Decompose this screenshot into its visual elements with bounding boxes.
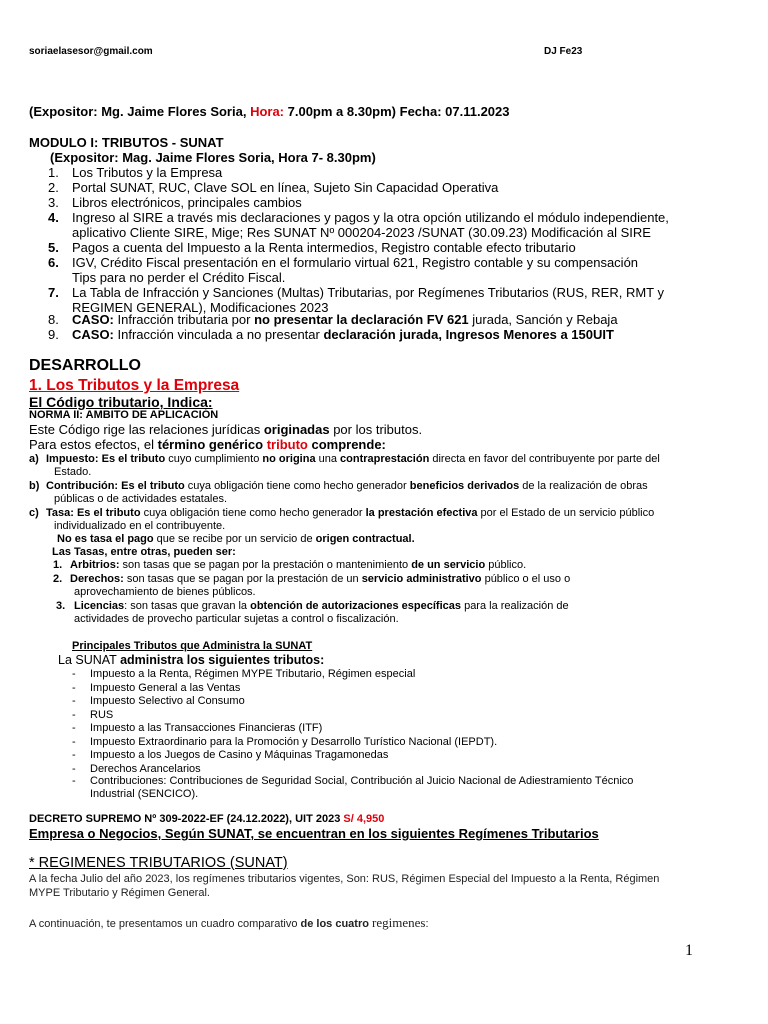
modulo-item-text: La Tabla de Infracción y Sanciones (Multas) Tributarias, por Regímenes Tributarios (RUS, RER, RMT y (72, 285, 664, 300)
tributo-item-dash: - (72, 668, 76, 680)
regimenes-p1-line2: MYPE Tributario y Régimen General. (29, 887, 210, 899)
modulo-item-text: Ingreso al SIRE a través mis declaraciones y pagos y la otra opción utilizando el módulo independiente, (72, 210, 669, 225)
modulo-item-text: Pagos a cuenta del Impuesto a la Renta intermedios, Registro contable efecto tributario (72, 240, 576, 255)
item-c-line2: individualizado en el contribuyente. (54, 520, 226, 532)
modulo-item-number: 2. (48, 180, 59, 195)
tributo-item-dash: - (72, 708, 76, 721)
item-c-text: Tasa: Es el tributo cuya obligación tiene como hecho generador la prestación efectiva por el Estado de un servicio público (46, 507, 655, 519)
regimenes-p1-line1: A la fecha Julio del año 2023, los regímenes tributarios vigentes, Son: RUS, Régimen Especial del Impuesto a la Renta, Régimen (29, 873, 660, 885)
header-email: soriaelasesor@gmail.com (29, 46, 153, 57)
tributo-item-dash: - (72, 681, 76, 694)
tributo-contribuciones-line2: Industrial (SENCICO). (90, 788, 199, 800)
tributo-item-dash: - (72, 775, 76, 787)
item-b-label: b) (29, 480, 40, 492)
item-a-text: Impuesto: Es el tributo cuyo cumplimiento no origina una contraprestación directa en favor del contribuyente por parte del (46, 453, 660, 465)
modulo-item-text: Tips para no perder el Crédito Fiscal. (72, 270, 286, 285)
expositor-text: (Expositor: Mg. Jaime Flores Soria, (29, 104, 251, 119)
regimenes-p2: A continuación, te presentamos un cuadro comparativo de los cuatro regimenes: (29, 915, 429, 930)
modulo-item-number: 4. (48, 210, 59, 225)
tributo-item: Impuesto a las Transacciones Financieras (ITF) (90, 722, 323, 734)
principales-title: Principales Tributos que Administra la SUNAT (72, 640, 313, 652)
tributo-item: Impuesto General a las Ventas (90, 681, 241, 694)
desarrollo-title: DESARROLLO (29, 357, 141, 374)
modulo-item-9: 9. (48, 327, 59, 342)
modulo-item-text: aplicativo Cliente SIRE, Mige; Res SUNAT Nº 000204-2023 /SUNAT (30.09.23) Modificación al SIRE (72, 225, 651, 240)
modulo-item-text: REGIMEN GENERAL), Modificaciones 2023 (72, 300, 329, 315)
modulo-item-8-text: CASO: Infracción tributaria por no presentar la declaración FV 621 jurada, Sanción y Rebaja (72, 312, 618, 327)
header-code: DJ Fe23 (544, 46, 583, 57)
tributo-item: RUS (90, 708, 114, 721)
item-b-line2: públicas o de actividades estatales. (54, 493, 228, 505)
modulo-item-text: IGV, Crédito Fiscal presentación en el formulario virtual 621, Registro contable y su compensación (72, 255, 639, 270)
rige-paragraph: Este Código rige las relaciones jurídicas originadas por los tributos. (29, 422, 423, 437)
item-c-label: c) (29, 507, 39, 519)
expositor-line (29, 104, 509, 119)
efectos-paragraph: Para estos efectos, el término genérico tributo comprende: (29, 437, 386, 452)
item-a-line2: Estado. (54, 466, 92, 478)
item-b-text: Contribución: Es el tributo cuya obligación tiene como hecho generador beneficios derivados de la realización de obras (46, 480, 648, 492)
decreto-line: DECRETO SUPREMO Nº 309-2022-EF (24.12.2022), UIT 2023 S/ 4,950 (29, 813, 385, 825)
derechos-line2: aprovechamiento de bienes públicos. (74, 586, 256, 598)
modulo-item-number: 3. (48, 195, 59, 210)
principales-intro: La SUNAT administra los siguientes tributos: (58, 653, 325, 667)
tributo-item: Impuesto Selectivo al Consumo (90, 695, 245, 707)
modulo-item-text: Los Tributos y la Empresa (72, 165, 223, 180)
modulo-item-9-text: CASO: Infracción vinculada a no presentar declaración jurada, Ingresos Menores a 150UIT (72, 327, 614, 342)
derechos-text: Derechos: son tasas que se pagan por la prestación de un servicio administrativo público o el uso o (70, 573, 571, 585)
tributo-item-dash: - (72, 722, 76, 734)
regimenes-title: * REGIMENES TRIBUTARIOS (SUNAT) (29, 855, 288, 871)
modulo-item-text: Portal SUNAT, RUC, Clave SOL en línea, Sujeto Sin Capacidad Operativa (72, 180, 499, 195)
empresa-regimenes: Empresa o Negocios, Según SUNAT, se encuentran en los siguientes Regímenes Tributarios (29, 826, 599, 841)
codigo-heading: El Código tributario, Indica: (29, 394, 213, 410)
licencias-number: 3. (56, 600, 66, 612)
arbitrios-number: 1. (53, 559, 63, 571)
tributo-item: Derechos Arancelarios (90, 762, 201, 775)
page-number: 1 (685, 942, 693, 959)
tributo-item: Impuesto a la Renta, Régimen MYPE Tributario, Régimen especial (90, 668, 416, 680)
tributo-item: Impuesto a los Juegos de Casino y Máquinas Tragamonedas (90, 749, 389, 761)
modulo-item-8: 8. (48, 312, 59, 327)
item-a-label: a) (29, 453, 39, 465)
modulo-item-number: 1. (48, 165, 59, 180)
modulo-item-number: 6. (48, 255, 59, 270)
las-tasas-heading: Las Tasas, entre otras, pueden ser: (52, 546, 236, 558)
licencias-line2: actividades de provecho particular sujetas a control o fiscalización. (74, 613, 399, 625)
modulo-item-number: 5. (48, 240, 59, 255)
tributo-item-dash: - (72, 762, 76, 775)
modulo-title: MODULO I: TRIBUTOS - SUNAT (29, 135, 224, 150)
licencias-text: Licencias: son tasas que gravan la obtención de autorizaciones específicas para la realización de (74, 600, 569, 612)
tributo-item-dash: - (72, 749, 76, 761)
modulo-item-number: 7. (48, 285, 59, 300)
derechos-number: 2. (53, 573, 63, 585)
modulo-item-text: Libros electrónicos, principales cambios (72, 195, 302, 210)
norma-heading: NORMA II: AMBITO DE APLICACIÓN (29, 409, 219, 421)
tributo-contribuciones: Contribuciones: Contribuciones de Seguridad Social, Contribución al Juicio Nacional de Adiestramiento Técnico (90, 775, 634, 787)
hora-label: Hora: (250, 104, 285, 119)
no-es-tasa: No es tasa el pago que se recibe por un servicio de origen contractual. (57, 533, 415, 545)
section-1-heading: 1. Los Tributos y la Empresa (29, 377, 240, 394)
tributo-item: Impuesto Extraordinario para la Promoción y Desarrollo Turístico Nacional (IEPDT). (90, 735, 498, 748)
expositor-time: 7.00pm a 8.30pm) Fecha: 07.11.2023 (284, 104, 510, 119)
tributo-item-dash: - (72, 695, 76, 707)
arbitrios-text: Arbitrios: son tasas que se pagan por la prestación o mantenimiento de un servicio público. (70, 559, 527, 571)
modulo-expositor: (Expositor: Mag. Jaime Flores Soria, Hora 7- 8.30pm) (50, 150, 376, 165)
tributo-item-dash: - (72, 735, 76, 748)
